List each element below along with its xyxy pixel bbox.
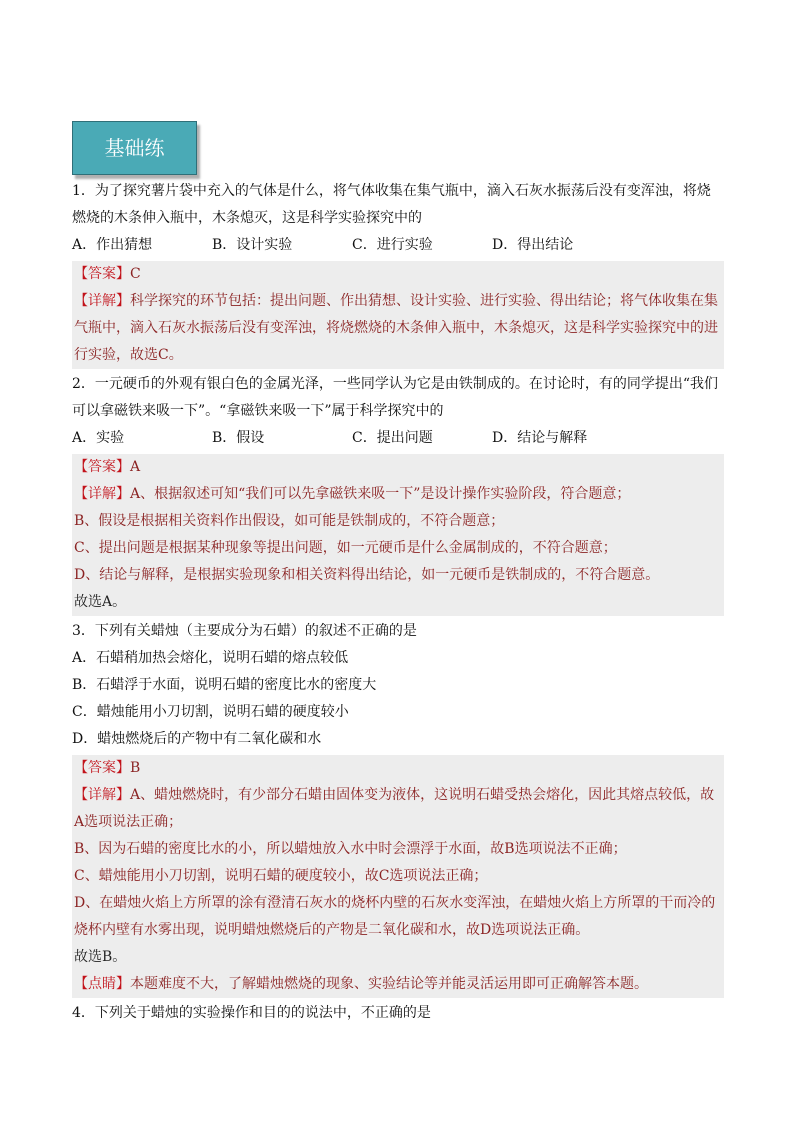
option-c: C．提出问题 [352, 430, 433, 446]
option-c: C．进行实验 [352, 237, 433, 253]
detail-line [74, 782, 722, 836]
option-b: B．设计实验 [212, 237, 293, 253]
answer-value: B [130, 760, 141, 776]
detail-tag: 【详解】 [74, 293, 130, 309]
option-b: B．假设 [212, 430, 265, 446]
option-a: A．实验 [72, 430, 125, 446]
comment-line [74, 971, 722, 998]
detail-line-c: C、蜡烛能用小刀切割，说明石蜡的硬度较小，故C选项说法正确； [74, 868, 488, 884]
answer-block-3 [72, 755, 724, 998]
answer-tag: 【答案】 [74, 266, 130, 282]
detail-line-c: C、提出问题是根据某种现象等提出问题，如一元硬币是什么金属制成的，不符合题意； [74, 540, 617, 556]
answer-line [74, 454, 722, 481]
question-3-stem: 3．下列有关蜡烛（主要成分为石蜡）的叙述不正确的是 [72, 623, 417, 639]
question-2-options [72, 425, 724, 452]
detail-line-d: D、在蜡烛火焰上方所罩的涂有澄清石灰水的烧杯内壁的石灰水变浑浊，在蜡烛火焰上方所罩的干而冷的烧杯内壁有水雾出现，说明蜡烛燃烧后的产物是二氧化碳和水，故D选项说法正确。 [74, 895, 716, 938]
detail-line-d: D、结论与解释，是根据实验现象和相关资料得出结论，如一元硬币是铁制成的，不符合题意。 [74, 567, 660, 583]
answer-block-2 [72, 454, 724, 616]
answer-line [74, 755, 722, 782]
detail-text: 科学探究的环节包括：提出问题、作出猜想、设计实验、进行实验、得出结论；将气体收集在集气瓶中，滴入石灰水振荡后没有变浑浊，将烧燃烧的木条伸入瓶中，木条熄灭，这是科学实验探究中的进行实验，故选C。 [74, 293, 718, 363]
answer-value: A [130, 459, 141, 475]
section-banner: 基础练 [72, 121, 197, 175]
option-d: D．蜡烛燃烧后的产物中有二氧化碳和水 [72, 731, 322, 747]
detail-line-b: B、假设是根据相关资料作出假设，如可能是铁制成的，不符合题意； [74, 513, 505, 529]
option-d: D．得出结论 [492, 237, 574, 253]
option-b: B．石蜡浮于水面，说明石蜡的密度比水的密度大 [72, 677, 377, 693]
detail-tag: 【详解】 [74, 787, 130, 803]
final-answer-line: 故选A。 [74, 594, 127, 610]
comment-tag: 【点睛】 [74, 976, 130, 992]
detail-text: A、蜡烛燃烧时，有少部分石蜡由固体变为液体，这说明石蜡受热会熔化，因此其熔点较低，故A选项说法正确； [74, 787, 715, 830]
detail-text: A、根据叙述可知“我们可以先拿磁铁来吸一下”是设计操作实验阶段，符合题意； [130, 486, 631, 502]
option-a: A．作出猜想 [72, 237, 153, 253]
detail-tag: 【详解】 [74, 486, 130, 502]
final-answer-line: 故选B。 [74, 949, 127, 965]
answer-line [74, 261, 722, 288]
content [72, 178, 724, 1027]
option-c: C．蜡烛能用小刀切割，说明石蜡的硬度较小 [72, 704, 349, 720]
question-4-stem: 4．下列关于蜡烛的实验操作和目的的说法中，不正确的是 [72, 1005, 431, 1021]
question-1-options [72, 232, 724, 259]
answer-tag: 【答案】 [74, 760, 130, 776]
answer-value: C [130, 266, 141, 282]
question-2-stem: 2．一元硬币的外观有银白色的金属光泽，一些同学认为它是由铁制成的。在讨论时，有的同学提出“我们可以拿磁铁来吸一下”。“拿磁铁来吸一下”属于科学探究中的 [72, 376, 719, 419]
detail-line [74, 288, 722, 369]
detail-line [74, 481, 722, 508]
detail-line-b: B、因为石蜡的密度比水的小，所以蜡烛放入水中时会漂浮于水面，故B选项说法不正确； [74, 841, 627, 857]
answer-block-1 [72, 261, 724, 369]
option-a: A．石蜡稍加热会熔化，说明石蜡的熔点较低 [72, 650, 349, 666]
option-d: D．结论与解释 [492, 430, 588, 446]
answer-tag: 【答案】 [74, 459, 130, 475]
question-1-stem: 1．为了探究薯片袋中充入的气体是什么，将气体收集在集气瓶中，滴入石灰水振荡后没有变浑浊，将烧燃烧的木条伸入瓶中，木条熄灭，这是科学实验探究中的 [72, 183, 711, 226]
comment-text: 本题难度不大，了解蜡烛燃烧的现象、实验结论等并能灵活运用即可正确解答本题。 [130, 976, 648, 992]
